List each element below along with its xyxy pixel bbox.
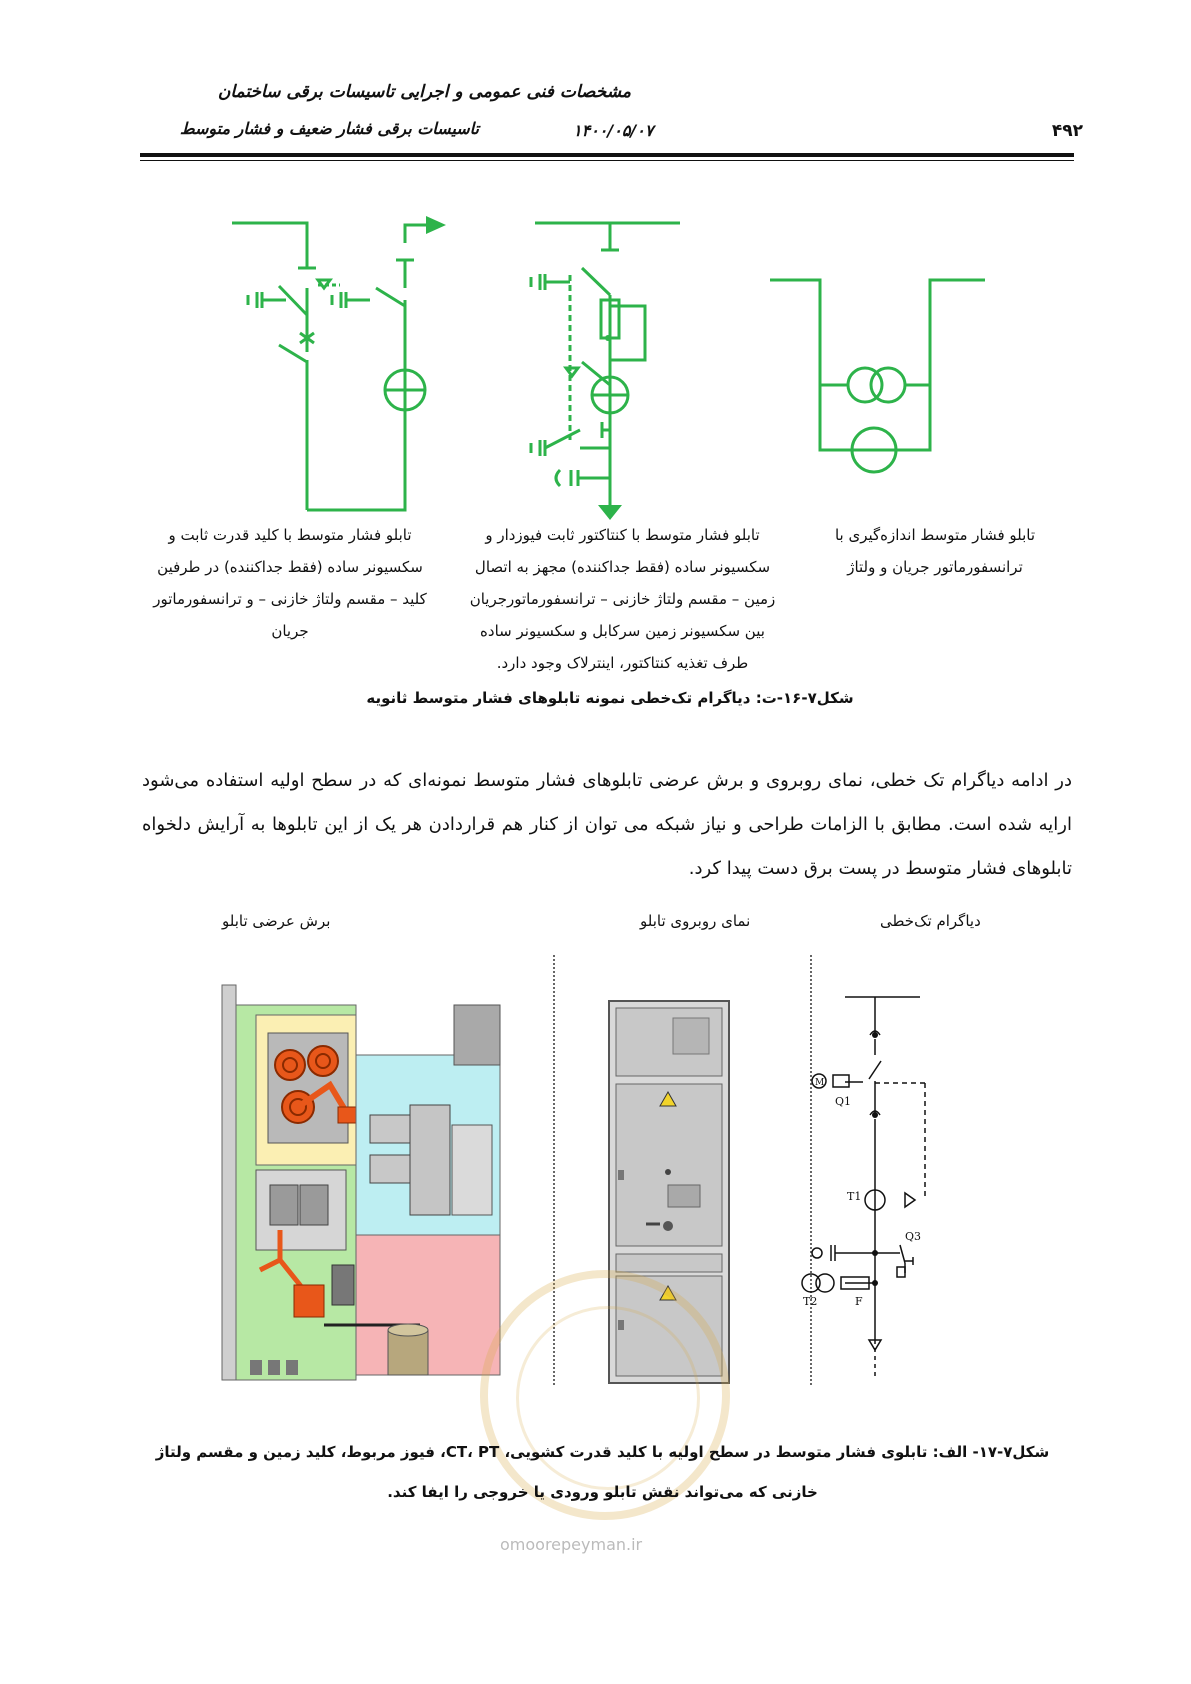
- site-watermark: omoorepeyman.ir: [500, 1535, 643, 1554]
- sld-q1-label: Q1: [835, 1095, 852, 1108]
- sld-t1-label: T1: [847, 1190, 862, 1203]
- body-paragraph: در ادامه دیاگرام تک خطی، نمای روبروی و برش عرضی تابلوهای فشار متوسط نمونه‌ای که در سطح اولیه استفاده می‌شود ارایه شده است. مطابق با الزامات طراحی و نیاز شبکه می توان از کنار هم قراردادن هر یک از این تابلوها به آرایش دلخواه تابلوهای فشار متوسط در پست برق دست پیدا کرد.: [142, 770, 1072, 879]
- label-front-view: نمای روبروی تابلو: [640, 912, 751, 930]
- header-rule-thin: [140, 160, 1074, 161]
- diagram-breaker-panel: [232, 223, 426, 510]
- figure1-caption: شکل۷-۱۶-ت: دیاگرام تک‌خطی نمونه تابلوهای فشار متوسط ثانویه: [366, 689, 854, 707]
- divider-right: [810, 955, 812, 1385]
- single-line-diagram: [803, 995, 1015, 1385]
- diagram-contactor-panel: [531, 223, 680, 510]
- figure1-diagrams: [0, 205, 1191, 525]
- label-cross-section: برش عرضی تابلو: [222, 912, 331, 930]
- diagram-metering-panel: [770, 280, 985, 472]
- page-number: ۴۹۲: [1051, 121, 1083, 141]
- diagram-caption-metering: تابلو فشار متوسط اندازه‌گیری با ترانسفورماتور جریان و ولتاژ: [834, 526, 1036, 576]
- cross-section-drawing: [220, 985, 510, 1385]
- sld-f-label: F: [855, 1295, 863, 1308]
- diagram-caption-contactor: تابلو فشار متوسط با کنتاکتور ثابت فیوزدار و سکسیونر ساده (فقط جداکننده) مجهز به اتصال زمین – مقسم ولتاژ خازنی – ترانسفورماتورجریان بین سکسیونر زمین سرکابل و سکسیونر ساده طرف تغذیه کنتاکتور، اینترلاک وجود دارد.: [469, 526, 776, 672]
- label-single-line: دیاگرام تک‌خطی: [880, 912, 981, 930]
- chapter-title: تاسیسات برقی فشار ضعیف و فشار متوسط: [179, 119, 479, 138]
- header-rule-thick: [140, 153, 1074, 157]
- diagram-caption-breaker: تابلو فشار متوسط با کلید قدرت ثابت و سکسیونر ساده (فقط جداکننده) در طرفین کلید – مقسم ولتاژ خازنی – و ترانسفورماتور جریان: [153, 526, 427, 640]
- sld-t2-label: T2: [803, 1295, 818, 1308]
- book-title: مشخصات فنی عمومی و اجرایی تاسیسات برقی ساختمان: [217, 82, 631, 102]
- sld-motor-label: M: [815, 1078, 825, 1088]
- sld-q3-label: Q3: [905, 1230, 922, 1243]
- header-date: ۱۴۰۰/۰۵/۰۷: [573, 121, 654, 140]
- figure2-caption: شکل۷-۱۷- الف: تابلوی فشار متوسط در سطح اولیه با کلید قدرت کشویی، CT، PT، فیوز مربوط، کلید زمین و مقسم ولتاژ خازنی که می‌تواند نقش تابلو ورودی یا خروجی را ایفا کند.: [155, 1443, 1050, 1501]
